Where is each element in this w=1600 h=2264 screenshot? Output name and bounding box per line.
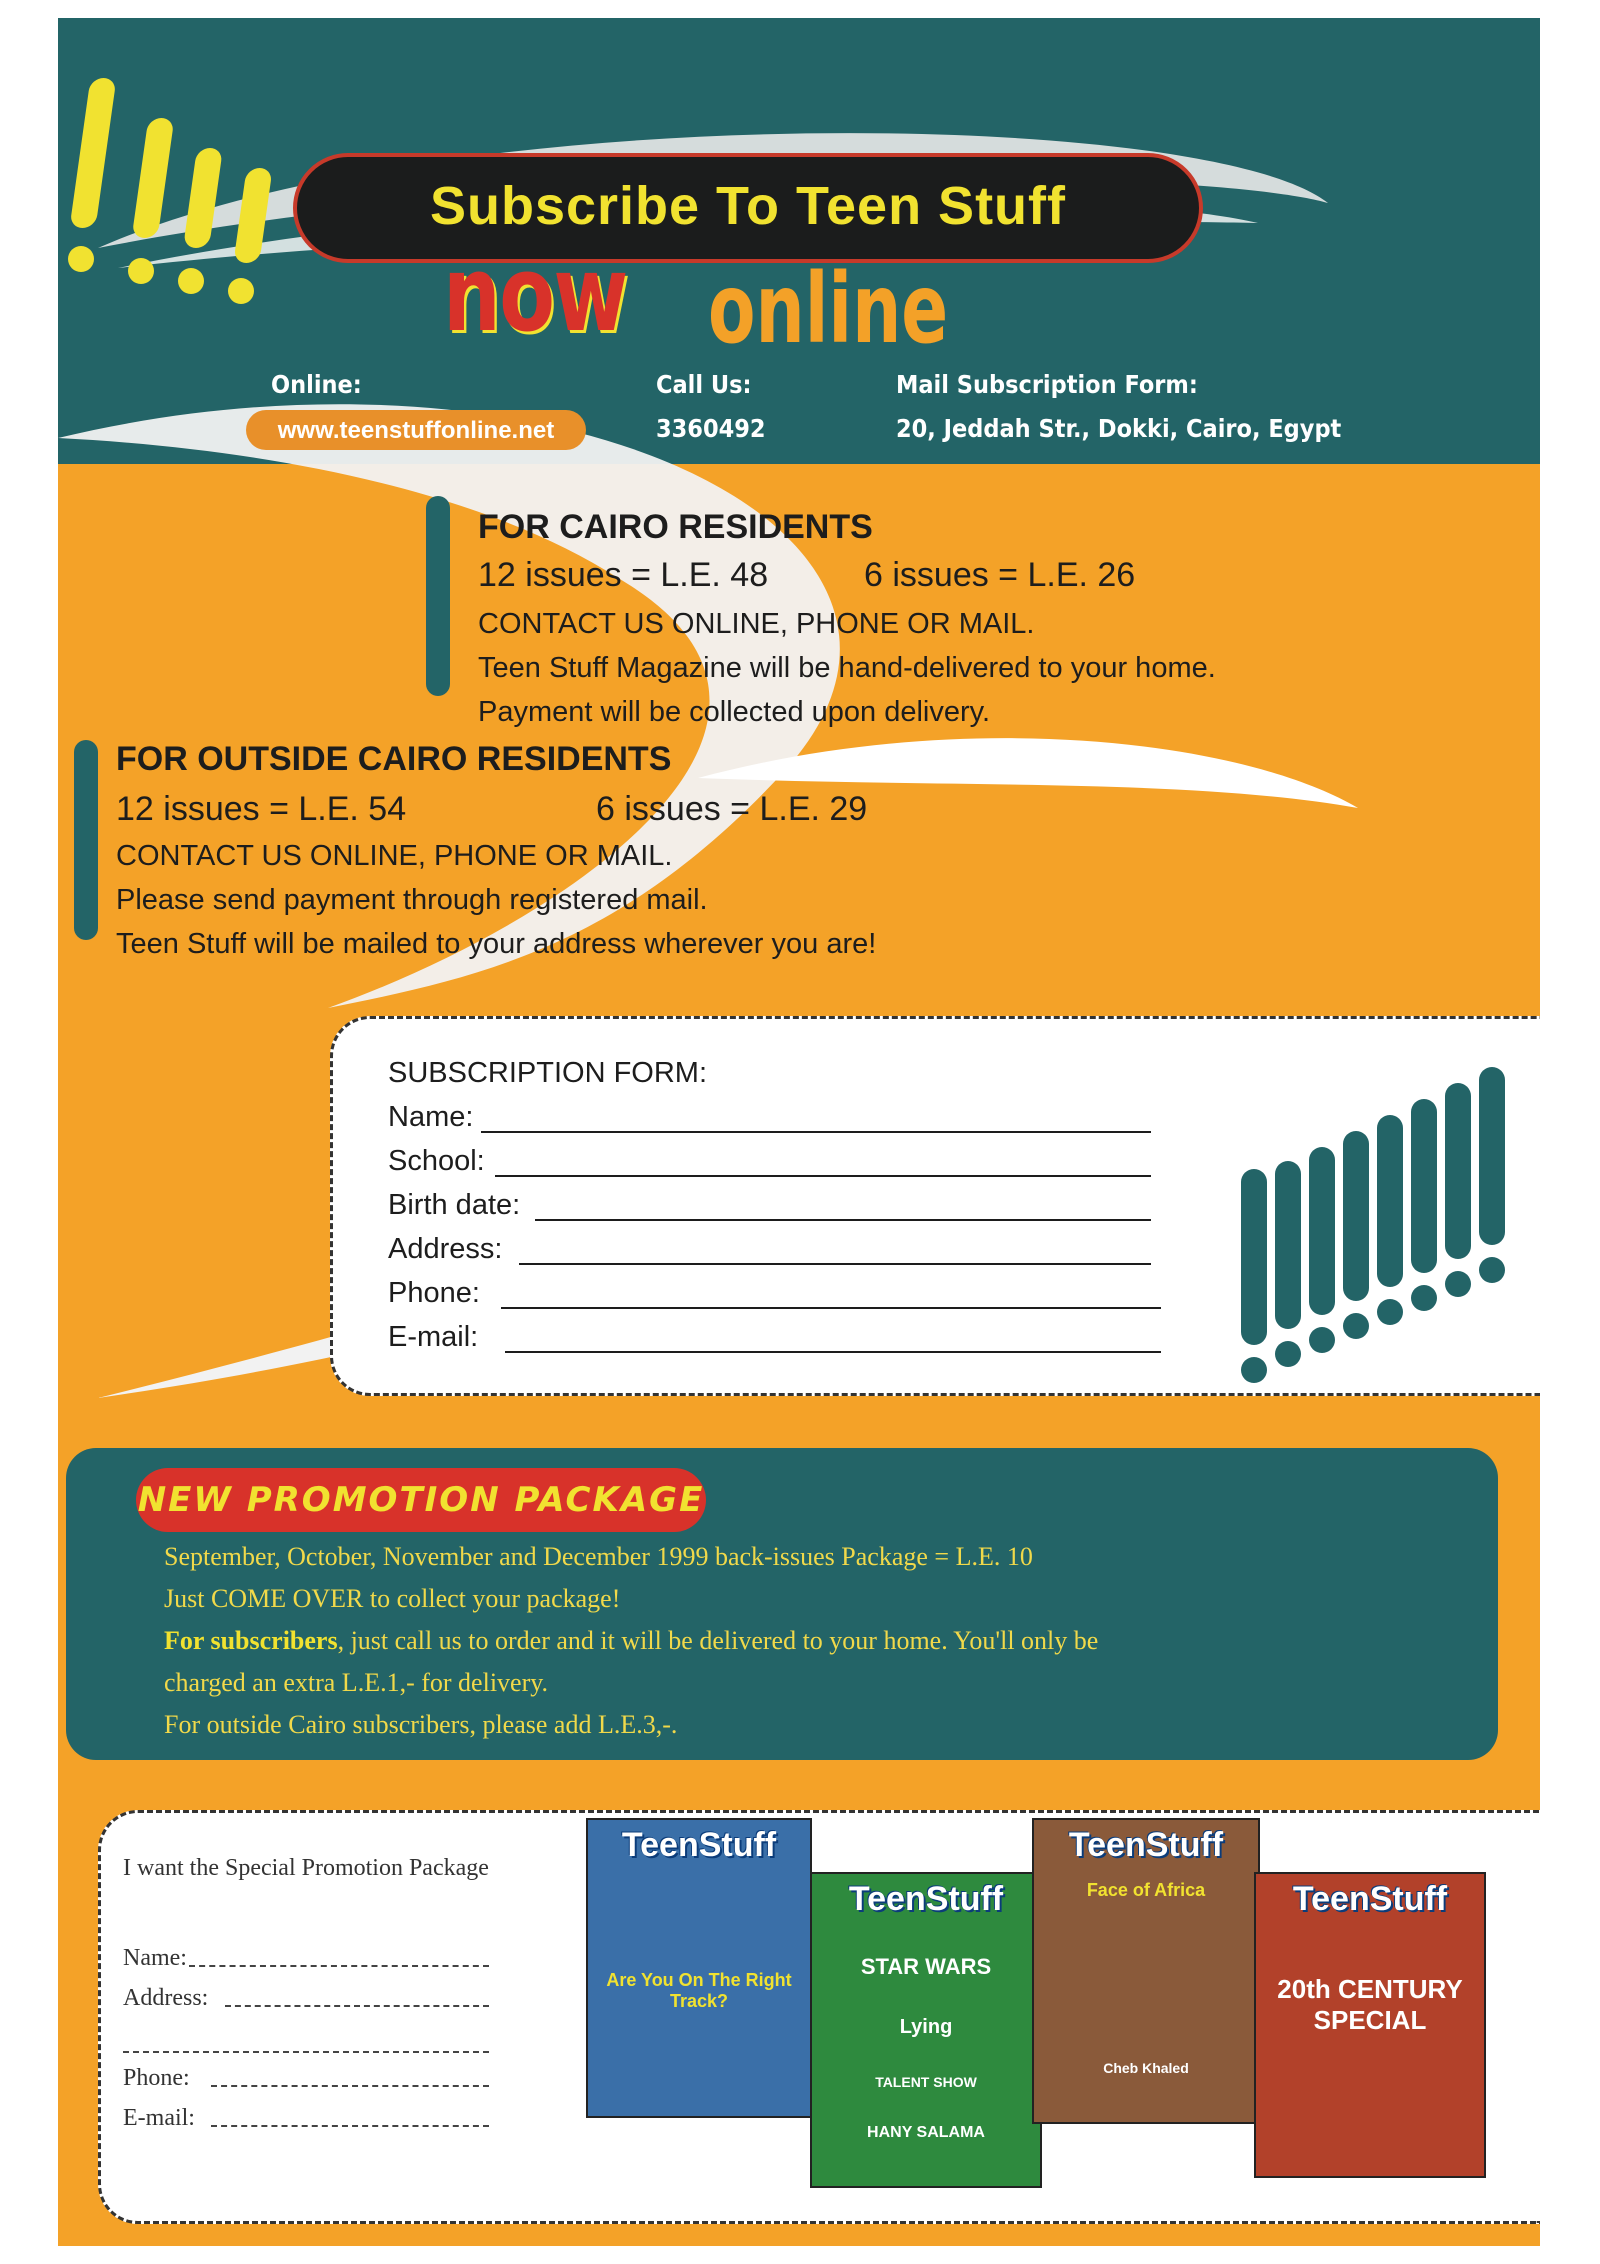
website-link[interactable]: www.teenstuffonline.net [277, 417, 555, 444]
magazine-cover-1 [586, 1818, 812, 2118]
excl-dot-1 [68, 246, 94, 272]
form-phone-field[interactable] [501, 1307, 1161, 1309]
outside-line-2: Please send payment through registered mail. [116, 884, 708, 916]
order-name-label: Name: [123, 1945, 187, 1971]
order-title: I want the Special Promotion Package [123, 1855, 489, 1881]
online-label: Online: [271, 370, 362, 399]
order-phone-field[interactable] [211, 2085, 489, 2087]
cover-2-logo: TeenStuff [848, 1880, 1004, 1918]
mail-label: Mail Subscription Form: [896, 370, 1198, 399]
form-phone-label: Phone: [388, 1277, 480, 1309]
call-label: Call Us: [656, 370, 752, 399]
deco-bar-8 [1479, 1067, 1505, 1245]
deco-dot-4 [1343, 1313, 1369, 1339]
form-school-label: School: [388, 1145, 485, 1177]
cairo-line-2: Teen Stuff Magazine will be hand-delivered to your home. [478, 652, 1216, 684]
form-school-field[interactable] [495, 1175, 1151, 1177]
deco-bar-4 [1343, 1131, 1369, 1301]
promotion-box [66, 1448, 1498, 1760]
outside-price-12: 12 issues = L.E. 54 [116, 790, 407, 828]
promo-line-3-rest: , just call us to order and it will be delivered to your home. You'll only be [337, 1626, 1099, 1655]
form-birth-field[interactable] [535, 1219, 1151, 1221]
promo-line-3-bold: For subscribers [164, 1626, 338, 1655]
excl-dot-4 [228, 278, 254, 304]
deco-dot-2 [1275, 1341, 1301, 1367]
magazine-cover-2 [810, 1872, 1042, 2188]
promo-line-4: charged an extra L.E.1,- for delivery. [164, 1668, 549, 1697]
order-address-field[interactable] [225, 2005, 489, 2007]
cover-2-sub: Lying [899, 2016, 953, 2038]
promo-line-2: Just COME OVER to collect your package! [164, 1584, 621, 1613]
cover-3-logo: TeenStuff [1068, 1826, 1224, 1864]
promo-badge-text: NEW PROMOTION PACKAGE [137, 1480, 705, 1520]
deco-bar-6 [1411, 1099, 1437, 1273]
cairo-title: FOR CAIRO RESIDENTS [478, 508, 873, 546]
page-title: Subscribe To Teen Stuff [429, 176, 1067, 236]
excl-dot-3 [178, 268, 204, 294]
order-email-label: E-mail: [123, 2105, 195, 2131]
deco-dot-3 [1309, 1327, 1335, 1353]
deco-bar-1 [1241, 1169, 1267, 1345]
outside-line-1: CONTACT US ONLINE, PHONE OR MAIL. [116, 840, 673, 872]
promo-line-1: September, October, November and December 1999 back-issues Package = L.E. 10 [164, 1542, 1033, 1571]
now-word: now [443, 233, 627, 355]
order-address-field-2[interactable] [123, 2051, 489, 2053]
page-background [58, 18, 1540, 2246]
online-word: online [708, 253, 949, 365]
url-pill[interactable] [246, 410, 586, 450]
phone-number: 3360492 [656, 414, 766, 443]
cairo-price-12: 12 issues = L.E. 48 [478, 556, 769, 594]
promo-badge [136, 1468, 706, 1532]
cairo-line-1: CONTACT US ONLINE, PHONE OR MAIL. [478, 608, 1035, 640]
outside-price-6: 6 issues = L.E. 29 [596, 790, 868, 828]
form-title: SUBSCRIPTION FORM: [388, 1057, 708, 1089]
mail-address: 20, Jeddah Str., Dokki, Cairo, Egypt [896, 414, 1342, 443]
subscription-form [330, 1016, 1540, 1396]
cover-4-logo: TeenStuff [1292, 1880, 1448, 1918]
deco-dot-6 [1411, 1285, 1437, 1311]
cover-2-sub2: TALENT SHOW [875, 2074, 977, 2090]
cairo-bar-icon [426, 496, 450, 696]
cover-3-headline: Face of Africa [1086, 1880, 1206, 1900]
excl-dot-2 [128, 258, 154, 284]
promo-line-3 [164, 1626, 1098, 1656]
cover-1-logo: TeenStuff [621, 1826, 777, 1864]
deco-bar-3 [1309, 1147, 1335, 1315]
promo-line-5: For outside Cairo subscribers, please add L.E.3,-. [164, 1710, 678, 1739]
deco-dot-1 [1241, 1357, 1267, 1383]
form-name-field[interactable] [481, 1131, 1151, 1133]
deco-bar-2 [1275, 1161, 1301, 1329]
cover-4-headline: 20th CENTURY SPECIAL [1277, 1974, 1463, 2035]
cover-1-headline: Are You On The Right Track? [606, 1970, 792, 2011]
form-birth-label: Birth date: [388, 1189, 521, 1221]
order-email-field[interactable] [211, 2125, 489, 2127]
magazine-cover-4 [1254, 1872, 1486, 2178]
cover-2-headline: STAR WARS [860, 1954, 992, 1979]
deco-dot-7 [1445, 1271, 1471, 1297]
deco-bar-5 [1377, 1115, 1403, 1287]
magazine-cover-3 [1032, 1818, 1260, 2124]
form-address-label: Address: [388, 1233, 503, 1265]
form-address-field[interactable] [519, 1263, 1151, 1265]
order-phone-label: Phone: [123, 2065, 190, 2091]
outside-title: FOR OUTSIDE CAIRO RESIDENTS [116, 740, 672, 778]
outside-line-3: Teen Stuff will be mailed to your address wherever you are! [116, 928, 877, 960]
deco-dot-5 [1377, 1299, 1403, 1325]
cover-3-sub: Cheb Khaled [1103, 2060, 1189, 2076]
outside-bar-icon [74, 740, 98, 940]
order-name-field[interactable] [189, 1965, 489, 1967]
form-email-label: E-mail: [388, 1321, 479, 1353]
form-name-label: Name: [388, 1101, 474, 1133]
order-address-label: Address: [123, 1985, 209, 2011]
form-email-field[interactable] [505, 1351, 1161, 1353]
deco-dot-8 [1479, 1257, 1505, 1283]
title-banner [293, 153, 1203, 263]
cover-2-sub3: HANY SALAMA [867, 2124, 985, 2141]
cairo-price-6: 6 issues = L.E. 26 [864, 556, 1136, 594]
deco-bar-7 [1445, 1083, 1471, 1259]
cairo-line-3: Payment will be collected upon delivery. [478, 696, 991, 728]
